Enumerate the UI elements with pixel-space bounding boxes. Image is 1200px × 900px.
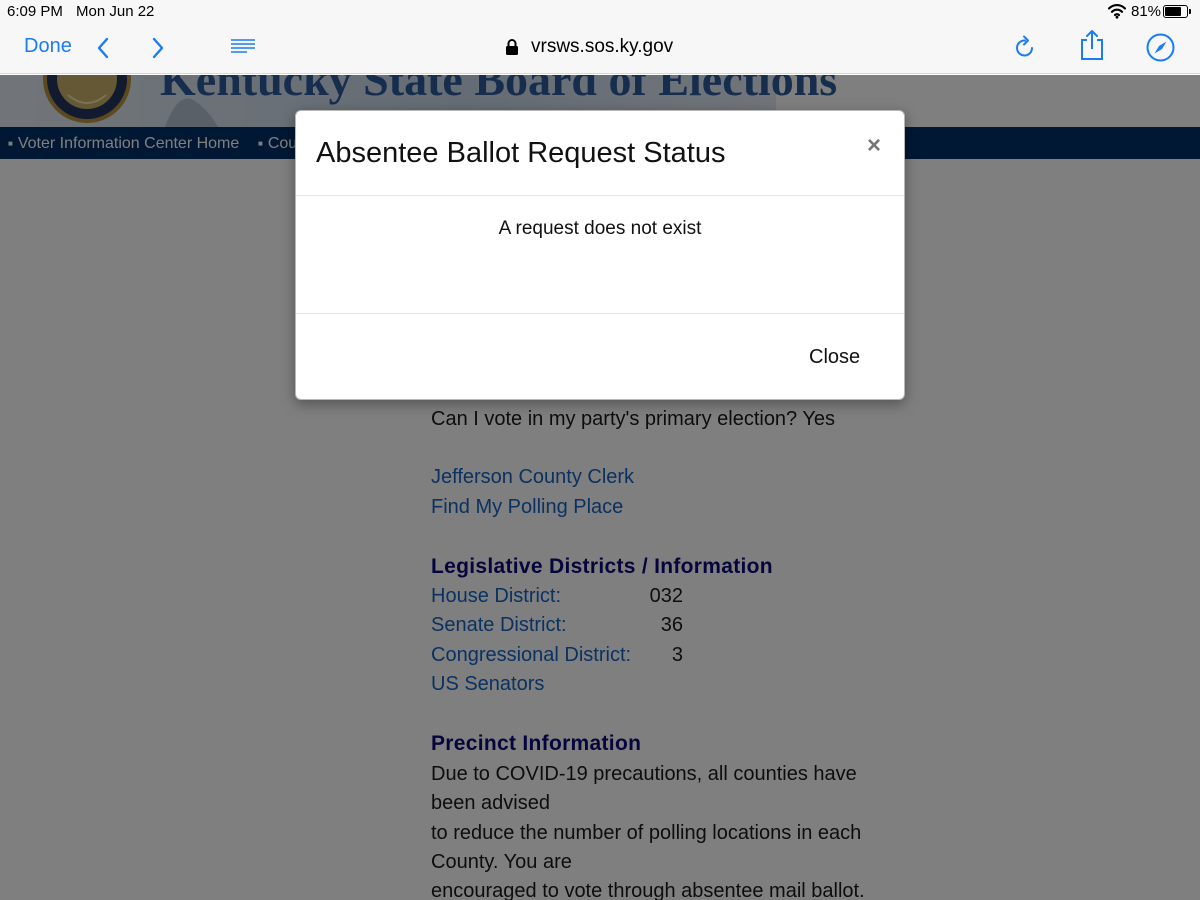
status-bar xyxy=(0,0,1200,24)
forward-chevron-icon[interactable] xyxy=(150,36,166,60)
status-time: 6:09 PM xyxy=(7,3,63,20)
battery-fill xyxy=(1165,7,1181,16)
battery-nub xyxy=(1189,9,1191,14)
modal-title: Absentee Ballot Request Status xyxy=(316,137,726,169)
close-icon[interactable]: × xyxy=(867,132,882,159)
absentee-status-modal xyxy=(295,110,905,400)
browser-toolbar xyxy=(0,24,1200,74)
share-icon[interactable] xyxy=(1079,29,1105,61)
reader-view-icon[interactable] xyxy=(230,38,256,56)
modal-footer-divider xyxy=(296,313,904,314)
wifi-icon xyxy=(1108,3,1126,19)
done-button[interactable]: Done xyxy=(24,35,72,57)
address-bar[interactable] xyxy=(505,34,673,60)
lock-icon xyxy=(505,38,519,56)
battery-percent: 81% xyxy=(1131,3,1162,20)
back-chevron-icon[interactable] xyxy=(95,36,111,60)
reload-icon[interactable] xyxy=(1014,35,1036,59)
battery-icon xyxy=(1163,5,1188,18)
url-text: vrsws.sos.ky.gov xyxy=(531,36,674,57)
close-button[interactable]: Close xyxy=(809,346,861,368)
modal-header-divider xyxy=(296,195,904,196)
compass-icon[interactable] xyxy=(1146,33,1175,62)
status-date: Mon Jun 22 xyxy=(76,3,155,20)
modal-message: A request does not exist xyxy=(498,218,702,239)
